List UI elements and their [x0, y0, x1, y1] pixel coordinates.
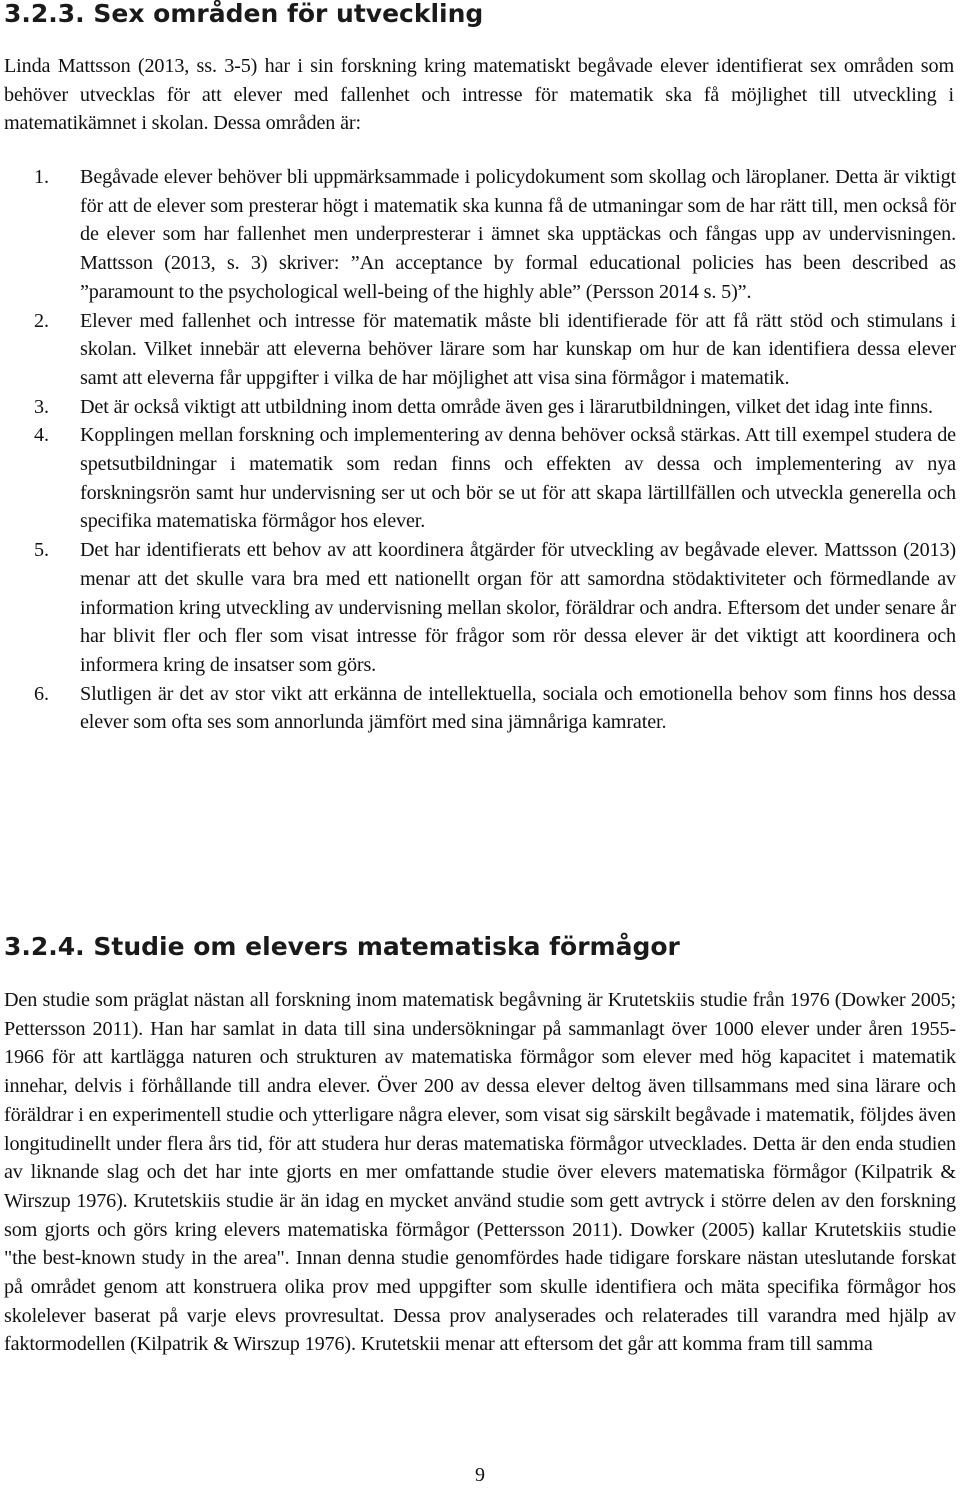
list-item: [4, 536, 956, 680]
list-item: [4, 307, 956, 393]
list-item-number: 1.: [34, 166, 49, 188]
page-number: 9: [475, 1464, 485, 1486]
list-item-text: Det har identifierats ett behov av att koordinera åtgärder för utveckling av begåvade elever. Mattsson (2013) menar att det skulle vara bra med ett nationellt organ för att samordna stödaktiviteter och förmedlande av information kring utveckling av undervisning mellan skolor, föräldrar och andra. Eftersom det under senare år har blivit fler och fler som visat intresse för frågor som rör dessa elever är det viktigt att koordinera och informera kring de insatser som görs.: [80, 539, 956, 676]
section-heading-3-2-4: 3.2.4. Studie om elevers matematiska förmågor: [4, 932, 680, 961]
list-item-number: 3.: [34, 395, 49, 418]
intro-paragraph: Linda Mattsson (2013, ss. 3-5) har i sin forskning kring matematiskt begåvade elever identifierat sex områden som behöver utvecklas för att elever med fallenhet och intresse för matematik ska få möjlighet till utveckling i matematikämnet i skolan. Dessa områden är:: [4, 55, 954, 135]
list-item: [4, 421, 956, 536]
section-heading-3-2-3: 3.2.3. Sex områden för utveckling: [4, 0, 484, 28]
list-item: [4, 393, 956, 422]
list-item: [4, 680, 956, 737]
list-item-number: 6.: [34, 682, 49, 705]
list-item-text: Begåvade elever behöver bli uppmärksammade i policydokument som skollag och läroplaner. Detta är viktigt för att de elever som presterar högt i matematik ska kunna få de utmaningar som de har rätt till, men också för de elever som har fallenhet men underpresterar i ämnet ska upptäckas och fångas upp av undervisningen. Mattsson (2013, s. 3) skriver: ”An acceptance by formal educational policies has been described as ”paramount to the psychological well-being of the highly able” (Persson 2014 s. 5)”.: [80, 166, 956, 303]
list-item-text: Slutligen är det av stor vikt att erkänna de intellektuella, sociala och emotionella behov som finns hos dessa elever som ofta ses som annorlunda jämfört med sina jämnåriga kamrater.: [80, 682, 956, 734]
list-item-number: 2.: [34, 309, 49, 332]
list-item-text: Elever med fallenhet och intresse för matematik måste bli identifierade för att få rätt stöd och stimulans i skolan. Vilket innebär att eleverna behöver lärare som har kunskap om hur de kan identifiera dessa elever samt att eleverna får uppgifter i vilka de har möjlighet att visa sina förmågor i matematik.: [80, 309, 956, 389]
list-item: [4, 163, 956, 307]
development-areas-list: [4, 163, 956, 737]
study-paragraph: Den studie som präglat nästan all forskning inom matematisk begåvning är Krutetskiis studie från 1976 (Dowker 2005; Pettersson 2011). Han har samlat in data till sina undersökningar på sammanlagt över 1000 elever under åren 1955-1966 för att kartlägga naturen och strukturen av matematiska förmågor som elever med hög kapacitet i matematik innehar, delvis i förhållande till andra elever. Över 200 av dessa elever deltog även tillsammans med sina lärare och föräldrar i en experimentell studie och ytterligare några elever, som visat sig särskilt begåvade i matematik, följdes även longitudinellt under flera års tid, för att studera hur deras matematiska förmågor utvecklades. Detta är den enda studien av liknande slag och det har inte gjorts en mer omfattande studie över elevers matematiska förmågor (Kilpatrik & Wirszup 1976). Krutetskiis studie är än idag en mycket använd studie som gett avtryck i större delen av den forskning som gjorts och görs kring elevers matematiska förmågor (Pettersson 2011). Dowker (2005) kallar Krutetskiis studie "the best-known study in the area". Innan denna studie genomfördes hade tidigare forskare nästan uteslutande forskat på området genom att konstruera olika prov med uppgifter som skulle identifiera och mäta specifika förmågor hos skolelever baserat på varje elevs provresultat. Dessa prov analyserades och relaterades till varandra med hjälp av faktormodellen (Kilpatrik & Wirszup 1976). Krutetskii menar att eftersom det går att komma fram till samma: [4, 989, 956, 1356]
list-item-number: 5.: [34, 539, 49, 562]
list-item-text: Det är också viktigt att utbildning inom detta område även ges i lärarutbildningen, vilket det idag inte finns.: [80, 395, 933, 418]
list-item-text: Kopplingen mellan forskning och implementering av denna behöver också stärkas. Att till exempel studera de spetsutbildningar i matematik som redan finns och effekten av dessa och implementering av nya forskningsrön samt hur undervisning ser ut och bör se ut för att skapa lärtillfällen och utveckla generella och specifika matematiska förmågor hos elever.: [80, 424, 956, 533]
list-item-number: 4.: [34, 424, 49, 447]
